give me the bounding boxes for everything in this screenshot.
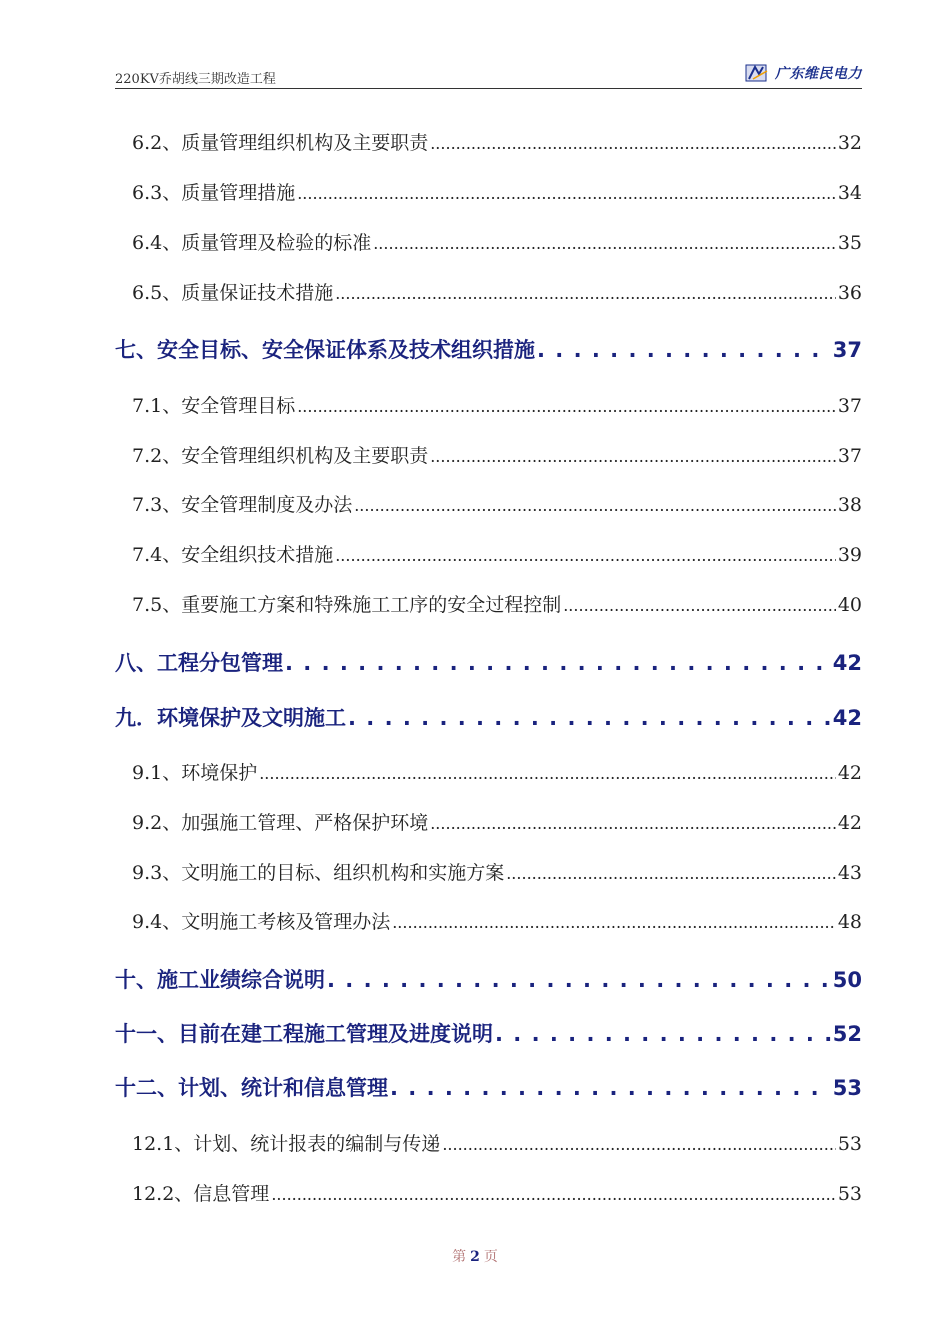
toc-entry-page: 53: [837, 1183, 862, 1205]
toc-entry-label: 12.1、计划、统计报表的编制与传递: [132, 1133, 441, 1155]
toc-entry-label: 9.3、文明施工的目标、组织机构和实施方案: [132, 862, 505, 884]
toc-entry[interactable]: [132, 907, 862, 934]
toc-entry-label: 6.2、质量管理组织机构及主要职责: [132, 132, 429, 154]
toc-entry[interactable]: [132, 1129, 862, 1156]
toc-entry-page: 39: [837, 544, 862, 566]
toc-chapter-entry[interactable]: [115, 1018, 862, 1048]
toc-leader-dots: [392, 911, 836, 933]
toc-entry-label: 12.2、信息管理: [132, 1183, 270, 1205]
toc-entry-page: 42: [837, 762, 862, 784]
toc-leader-dots: [271, 1183, 836, 1205]
toc-entry-page: 32: [837, 132, 862, 154]
logo-icon: [745, 62, 771, 84]
toc-chapter-entry[interactable]: [115, 964, 862, 994]
toc-leader-dots: [430, 445, 836, 467]
toc-leader-dots: [259, 762, 836, 784]
toc-entry-page: 42: [832, 651, 862, 675]
toc-entry[interactable]: [132, 278, 862, 305]
toc-entry[interactable]: [132, 490, 862, 517]
toc-entry-label: 十二、计划、统计和信息管理: [115, 1076, 388, 1100]
toc-entry[interactable]: [132, 758, 862, 785]
toc-entry[interactable]: [132, 590, 862, 617]
toc-entry[interactable]: [132, 228, 862, 255]
toc-chapter-entry[interactable]: [115, 334, 862, 364]
toc-leader-dots: [373, 232, 836, 254]
toc-leader-dots: [335, 544, 836, 566]
toc-entry[interactable]: [132, 858, 862, 885]
toc-entry-page: 36: [837, 282, 862, 304]
toc-leader-dots: [354, 494, 836, 516]
toc-entry-page: 52: [832, 1022, 862, 1046]
toc-leader-dots: [297, 395, 836, 417]
toc-entry-label: 6.4、质量管理及检验的标准: [132, 232, 372, 254]
toc-entry[interactable]: [132, 391, 862, 418]
toc-leader-dots: [390, 1076, 831, 1100]
toc-entry-label: 七、安全目标、安全保证体系及技术组织措施: [115, 338, 535, 362]
toc-entry[interactable]: [132, 178, 862, 205]
toc-entry-label: 7.2、安全管理组织机构及主要职责: [132, 445, 429, 467]
toc-entry-page: 37: [837, 395, 862, 417]
toc-entry[interactable]: [132, 128, 862, 155]
toc-entry-label: 十一、目前在建工程施工管理及进度说明: [115, 1022, 493, 1046]
toc-chapter-entry[interactable]: [115, 702, 862, 732]
toc-entry-page: 50: [832, 968, 862, 992]
footer-prefix: 第: [452, 1249, 467, 1265]
toc-entry-label: 9.1、环境保护: [132, 762, 258, 784]
toc-entry-page: 37: [837, 445, 862, 467]
page-number: 2: [470, 1249, 480, 1265]
toc-entry-label: 7.5、重要施工方案和特殊施工工序的安全过程控制: [132, 594, 562, 616]
toc-leader-dots: [506, 862, 836, 884]
toc-leader-dots: [495, 1022, 831, 1046]
toc-leader-dots: [327, 968, 831, 992]
toc-entry-label: 九．环境保护及文明施工: [115, 706, 346, 730]
header-title: 220KV乔胡线三期改造工程: [115, 72, 276, 87]
toc-entry[interactable]: [132, 808, 862, 835]
toc-entry-page: 42: [832, 706, 862, 730]
toc-entry-page: 53: [837, 1133, 862, 1155]
toc-entry-label: 7.4、安全组织技术措施: [132, 544, 334, 566]
toc-leader-dots: [297, 182, 836, 204]
toc-entry-page: 43: [837, 862, 862, 884]
toc-entry-page: 48: [837, 911, 862, 933]
toc-entry-page: 35: [837, 232, 862, 254]
toc-entry-label: 7.1、安全管理目标: [132, 395, 296, 417]
page-header: [115, 60, 862, 89]
page-footer: [0, 1246, 950, 1266]
toc-entry[interactable]: [132, 441, 862, 468]
toc-leader-dots: [442, 1133, 836, 1155]
toc-entry-label: 7.3、安全管理制度及办法: [132, 494, 353, 516]
toc-chapter-entry[interactable]: [115, 647, 862, 677]
toc-entry[interactable]: [132, 1179, 862, 1206]
toc-entry-page: 37: [832, 338, 862, 362]
footer-suffix: 页: [483, 1249, 498, 1265]
toc-entry-label: 八、工程分包管理: [115, 651, 283, 675]
toc-entry-page: 34: [837, 182, 862, 204]
toc-entry[interactable]: [132, 540, 862, 567]
toc-entry-label: 6.5、质量保证技术措施: [132, 282, 334, 304]
toc-entry-page: 40: [837, 594, 862, 616]
toc-leader-dots: [430, 132, 836, 154]
toc-leader-dots: [285, 651, 831, 675]
toc-leader-dots: [537, 338, 831, 362]
toc-entry-label: 9.2、加强施工管理、严格保护环境: [132, 812, 429, 834]
logo-text: 广东维民电力: [775, 66, 862, 82]
toc-entry-label: 6.3、质量管理措施: [132, 182, 296, 204]
toc-entry-page: 53: [832, 1076, 862, 1100]
toc-entry-page: 42: [837, 812, 862, 834]
toc-leader-dots: [563, 594, 836, 616]
toc-entry-page: 38: [837, 494, 862, 516]
toc-entry-label: 9.4、文明施工考核及管理办法: [132, 911, 391, 933]
toc-leader-dots: [348, 706, 831, 730]
toc-leader-dots: [430, 812, 836, 834]
toc-chapter-entry[interactable]: [115, 1072, 862, 1102]
toc-leader-dots: [335, 282, 836, 304]
toc-entry-label: 十、施工业绩综合说明: [115, 968, 325, 992]
company-logo: [745, 62, 862, 84]
